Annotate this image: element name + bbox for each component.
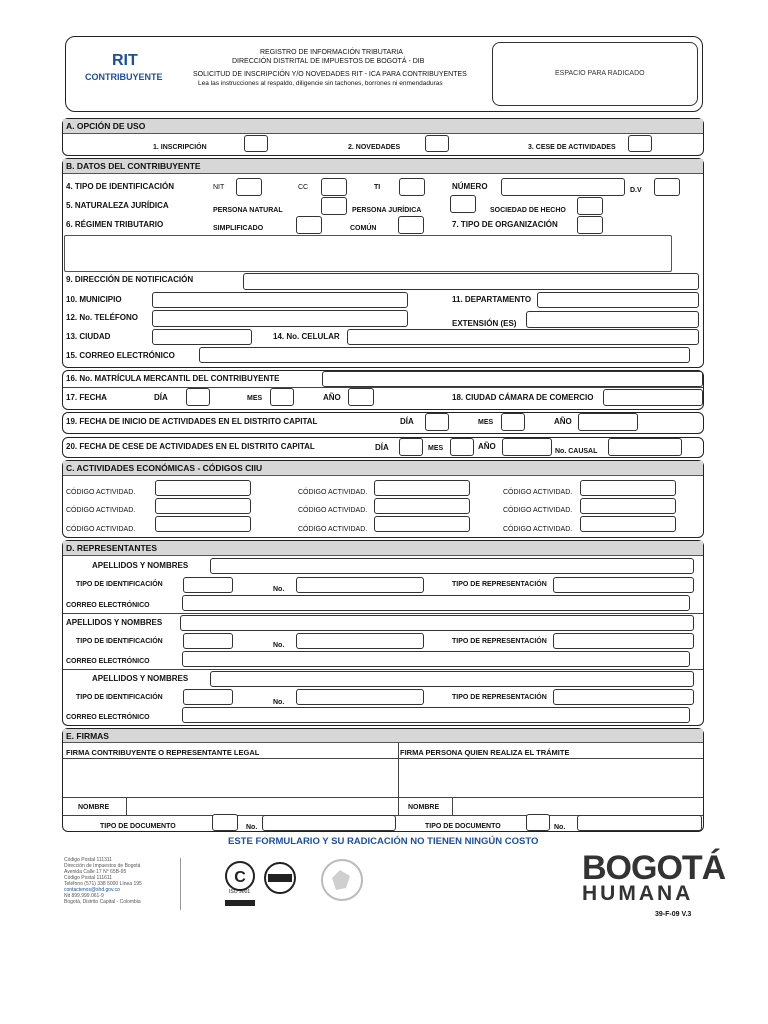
telefono-field[interactable] <box>152 310 408 327</box>
rep3-no-label: No. <box>273 699 285 706</box>
inicio-anio-label: AÑO <box>554 417 572 426</box>
anio-label: AÑO <box>323 393 341 402</box>
rep3-tipo-id-label: TIPO DE IDENTIFICACIÓN <box>76 694 163 701</box>
extension-field[interactable] <box>526 311 699 328</box>
extension-label: EXTENSIÓN (ES) <box>452 319 517 328</box>
no1-field[interactable] <box>262 815 396 831</box>
codigo-field[interactable] <box>374 480 470 496</box>
rep2-no-label: No. <box>273 642 285 649</box>
codigo-field[interactable] <box>155 480 251 496</box>
telefono-label: 12. No. TELÉFONO <box>66 313 139 322</box>
no2-field[interactable] <box>577 815 702 831</box>
cese-mes-label: MES <box>428 445 444 452</box>
tipo-organizacion-box[interactable] <box>577 216 603 234</box>
fecha-mes-box[interactable] <box>270 388 294 406</box>
persona-juridica-label: PERSONA JURÍDICA <box>352 207 422 214</box>
codigo-label: CÓDIGO ACTIVIDAD. <box>298 507 368 514</box>
footer-divider <box>180 858 181 910</box>
address-line: Teléfono (571) 338 5000 Línea 195 <box>64 881 142 887</box>
codigo-label: CÓDIGO ACTIVIDAD. <box>66 507 136 514</box>
footer-address <box>64 857 174 905</box>
header-line2: DIRECCIÓN DISTRITAL DE IMPUESTOS DE BOGOTÁ - DIB <box>232 58 425 65</box>
codigo-label: CÓDIGO ACTIVIDAD. <box>66 526 136 533</box>
comun-box[interactable] <box>398 216 424 234</box>
sociedad-hecho-box[interactable] <box>577 197 603 215</box>
firma2-label: FIRMA PERSONA QUIEN REALIZA EL TRÁMITE <box>400 748 570 757</box>
tipo-doc2-label: TIPO DE DOCUMENTO <box>425 823 501 830</box>
nombre1-field[interactable] <box>127 798 397 814</box>
matricula-label: 16. No. MATRÍCULA MERCANTIL DEL CONTRIBUYENTE <box>66 374 280 383</box>
iqnet-bar-icon <box>268 874 292 882</box>
rep2-apellidos-label: APELLIDOS Y NOMBRES <box>66 618 163 627</box>
rep1-tipo-id-box[interactable] <box>183 577 233 593</box>
mes-label: MES <box>247 395 263 402</box>
fecha-label: 17. FECHA <box>66 393 107 402</box>
sociedad-hecho-label: SOCIEDAD DE HECHO <box>490 207 566 214</box>
celular-label: 14. No. CELULAR <box>273 332 340 341</box>
inicio-label: 19. FECHA DE INICIO DE ACTIVIDADES EN EL DISTRITO CAPITAL <box>66 417 318 426</box>
nombre-field[interactable] <box>64 235 672 272</box>
direccion-label: 9. DIRECCIÓN DE NOTIFICACIÓN <box>66 275 194 284</box>
nit-box[interactable] <box>236 178 262 196</box>
correo-label: 15. CORREO ELECTRÓNICO <box>66 351 175 360</box>
rep2-tipo-rep-field[interactable] <box>553 633 694 649</box>
address-line: Bogotá, Distrito Capital - Colombia <box>64 899 141 905</box>
rep2-correo-label: CORREO ELECTRÓNICO <box>66 658 150 665</box>
divider <box>398 743 399 815</box>
codigo-field[interactable] <box>580 516 676 532</box>
matricula-field[interactable] <box>322 371 703 387</box>
persona-juridica-box[interactable] <box>450 195 476 213</box>
causal-box[interactable] <box>608 438 682 456</box>
persona-natural-label: PERSONA NATURAL <box>213 207 283 214</box>
section-a-title: A. OPCIÓN DE USO <box>63 119 703 134</box>
rep3-correo-label: CORREO ELECTRÓNICO <box>66 714 150 721</box>
tipo-doc1-box[interactable] <box>212 814 238 831</box>
rep2-correo-field[interactable] <box>182 651 690 667</box>
rep1-correo-field[interactable] <box>182 595 690 611</box>
ciudad-label: 13. CIUDAD <box>66 332 111 341</box>
cese-anio-label: AÑO <box>478 442 496 451</box>
codigo-field[interactable] <box>580 480 676 496</box>
correo-field[interactable] <box>199 347 690 363</box>
rep3-tipo-rep-field[interactable] <box>553 689 694 705</box>
rep3-apellidos-field[interactable] <box>210 671 694 687</box>
humana-logo-text: HUMANA <box>582 882 694 905</box>
tipo-organizacion-label: 7. TIPO DE ORGANIZACIÓN <box>452 220 558 229</box>
divider <box>63 387 703 388</box>
opt-novedades-label: 2. NOVEDADES <box>348 144 401 151</box>
ti-label: TI <box>374 184 381 191</box>
rep1-no-field[interactable] <box>296 577 424 593</box>
persona-natural-box[interactable] <box>321 197 347 215</box>
simplificado-label: SIMPLIFICADO <box>213 225 264 232</box>
header-line1: REGISTRO DE INFORMACIÓN TRIBUTARIA <box>260 49 403 56</box>
codigo-label: CÓDIGO ACTIVIDAD. <box>503 526 573 533</box>
inicio-mes-box[interactable] <box>501 413 525 431</box>
divider <box>63 613 703 614</box>
cese-mes-box[interactable] <box>450 438 474 456</box>
nit-label: NIT <box>213 184 225 191</box>
header-line4: Lea las instrucciones al respaldo, diligencie sin tachones, borrones ni enmendaduras <box>198 80 443 87</box>
rep3-tipo-rep-label: TIPO DE REPRESENTACIÓN <box>452 694 547 701</box>
tipo-doc2-box[interactable] <box>526 814 550 831</box>
radicado-label: ESPACIO PARA RADICADO <box>555 70 645 77</box>
cese-label: 20. FECHA DE CESE DE ACTIVIDADES EN EL DISTRITO CAPITAL <box>66 442 315 451</box>
inicio-dia-box[interactable] <box>425 413 449 431</box>
departamento-label: 11. DEPARTAMENTO <box>452 295 532 304</box>
rep2-tipo-id-box[interactable] <box>183 633 233 649</box>
tipo-doc1-label: TIPO DE DOCUMENTO <box>100 823 176 830</box>
rep1-correo-label: CORREO ELECTRÓNICO <box>66 602 150 609</box>
section-e-title: E. FIRMAS <box>63 729 703 743</box>
iso-label: ISO 9001 <box>229 889 251 895</box>
opt-novedades-box[interactable] <box>425 135 449 152</box>
simplificado-box[interactable] <box>296 216 322 234</box>
no-cost-notice: ESTE FORMULARIO Y SU RADICACIÓN NO TIENEN NINGÚN COSTO <box>228 836 539 847</box>
contribuyente-label: CONTRIBUYENTE <box>85 72 163 82</box>
address-line: Avenida Calle 17 N° 65B-95 <box>64 869 127 875</box>
bogota-logo-text: BOGOTÁ <box>582 849 726 887</box>
nombre2-field[interactable] <box>453 798 702 814</box>
fecha-dia-box[interactable] <box>186 388 210 406</box>
naturaleza-label: 5. NATURALEZA JURÍDICA <box>66 201 169 210</box>
ciudad-camara-label: 18. CIUDAD CÁMARA DE COMERCIO <box>452 393 594 402</box>
regimen-label: 6. RÉGIMEN TRIBUTARIO <box>66 220 164 229</box>
ti-box[interactable] <box>399 178 425 196</box>
cese-anio-box[interactable] <box>502 438 552 456</box>
dia-label: DÍA <box>154 393 168 402</box>
celular-field[interactable] <box>347 329 699 345</box>
form-code: 39-F-09 V.3 <box>655 911 692 918</box>
no1-label: No. <box>246 824 258 831</box>
inicio-dia-label: DÍA <box>400 417 414 426</box>
comun-label: COMÚN <box>350 225 377 232</box>
section-b-title: B. DATOS DEL CONTRIBUYENTE <box>63 159 703 174</box>
codigo-label: CÓDIGO ACTIVIDAD. <box>298 489 368 496</box>
ciudad-field[interactable] <box>152 329 252 345</box>
municipio-label: 10. MUNICIPIO <box>66 295 122 304</box>
codigo-label: CÓDIGO ACTIVIDAD. <box>503 507 573 514</box>
rep1-tipo-rep-label: TIPO DE REPRESENTACIÓN <box>452 581 547 588</box>
direccion-field[interactable] <box>243 273 699 290</box>
municipio-field[interactable] <box>152 292 408 308</box>
rep1-tipo-rep-field[interactable] <box>553 577 694 593</box>
icontec-seal-glyph: C <box>234 869 246 886</box>
cc-label: CC <box>298 184 309 191</box>
firma1-area[interactable] <box>64 759 397 796</box>
firma1-label: FIRMA CONTRIBUYENTE O REPRESENTANTE LEGAL <box>66 748 260 757</box>
address-line: Código Postal 111611 <box>64 875 113 881</box>
codigo-field[interactable] <box>580 498 676 514</box>
numero-field[interactable] <box>501 178 625 196</box>
codigo-label: CÓDIGO ACTIVIDAD. <box>66 489 136 496</box>
inicio-anio-box[interactable] <box>578 413 638 431</box>
opt-inscripcion-box[interactable] <box>244 135 268 152</box>
rep1-apellidos-field[interactable] <box>210 558 694 574</box>
departamento-field[interactable] <box>537 292 699 308</box>
rep1-tipo-id-label: TIPO DE IDENTIFICACIÓN <box>76 581 163 588</box>
address-line: contactenos@shd.gov.co <box>64 887 120 893</box>
cese-dia-box[interactable] <box>399 438 423 456</box>
cese-dia-label: DÍA <box>375 443 389 452</box>
rep2-no-field[interactable] <box>296 633 424 649</box>
rep3-tipo-id-box[interactable] <box>183 689 233 705</box>
fecha-anio-box[interactable] <box>348 388 374 406</box>
dv-box[interactable] <box>654 178 680 196</box>
inicio-mes-label: MES <box>478 419 494 426</box>
address-line: Dirección de Impuestos de Bogotá <box>64 863 141 869</box>
opt-inscripcion-label: 1. INSCRIPCIÓN <box>153 144 207 151</box>
codigo-field[interactable] <box>374 498 470 514</box>
dv-label: D.V <box>630 187 642 194</box>
icontec-bar-icon <box>225 900 255 906</box>
rep1-apellidos-label: APELLIDOS Y NOMBRES <box>92 561 189 570</box>
rep2-apellidos-field[interactable] <box>180 615 694 631</box>
rep1-no-label: No. <box>273 586 285 593</box>
codigo-field[interactable] <box>374 516 470 532</box>
rep3-correo-field[interactable] <box>182 707 690 723</box>
header-line3: SOLICITUD DE INSCRIPCIÓN Y/O NOVEDADES RIT - ICA PARA CONTRIBUYENTES <box>193 71 467 78</box>
no2-label: No. <box>554 824 566 831</box>
colombia-map-icon <box>332 870 350 890</box>
numero-label: NÚMERO <box>452 182 488 191</box>
opt-cese-label: 3. CESE DE ACTIVIDADES <box>528 144 616 151</box>
certification-logos <box>222 856 370 912</box>
divider <box>63 669 703 670</box>
address-line: Nit 899.999.061-9 <box>64 893 104 899</box>
section-d-title: D. REPRESENTANTES <box>63 541 703 556</box>
nombre2-label: NOMBRE <box>408 804 440 811</box>
codigo-field[interactable] <box>155 516 251 532</box>
tipo-id-label: 4. TIPO DE IDENTIFICACIÓN <box>66 182 175 191</box>
rep2-tipo-id-label: TIPO DE IDENTIFICACIÓN <box>76 638 163 645</box>
rep3-apellidos-label: APELLIDOS Y NOMBRES <box>92 674 189 683</box>
nombre1-label: NOMBRE <box>78 804 110 811</box>
cc-box[interactable] <box>321 178 347 196</box>
opt-cese-box[interactable] <box>628 135 652 152</box>
codigo-field[interactable] <box>155 498 251 514</box>
rep3-no-field[interactable] <box>296 689 424 705</box>
codigo-label: CÓDIGO ACTIVIDAD. <box>503 489 573 496</box>
ciudad-camara-field[interactable] <box>603 389 703 406</box>
firma2-area[interactable] <box>400 759 702 796</box>
codigo-label: CÓDIGO ACTIVIDAD. <box>298 526 368 533</box>
causal-label: No. CAUSAL <box>555 448 598 455</box>
rit-title: RIT <box>112 52 138 69</box>
section-c-title: C. ACTIVIDADES ECONÓMICAS - CÓDIGOS CIIU <box>63 461 703 476</box>
address-line: Código Postal 111311 <box>64 857 113 863</box>
rep2-tipo-rep-label: TIPO DE REPRESENTACIÓN <box>452 638 547 645</box>
